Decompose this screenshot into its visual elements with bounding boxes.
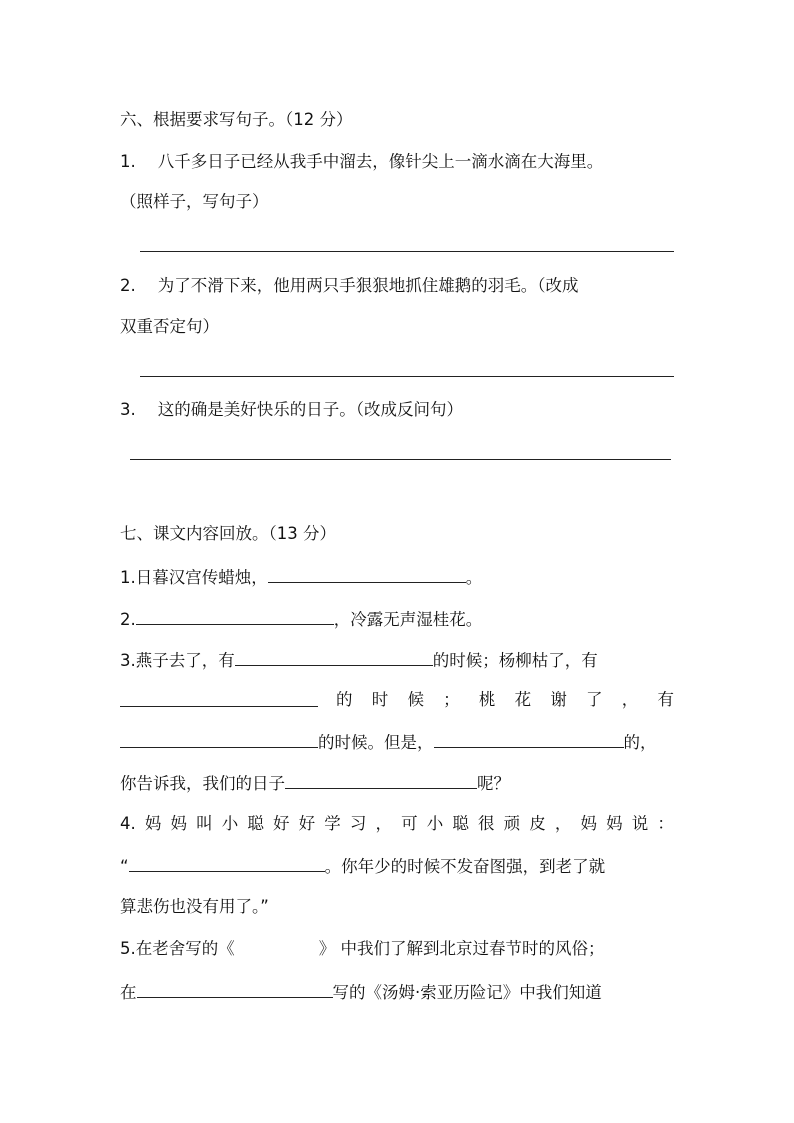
char: 好 bbox=[298, 814, 316, 833]
item-5-text-d: 写的《汤姆·索亚历险记》中我们知道 bbox=[332, 983, 602, 1002]
blank-3[interactable] bbox=[235, 647, 433, 666]
item-3-text-b: 的时候；杨柳枯了，有 bbox=[432, 651, 598, 670]
question-3 bbox=[120, 398, 463, 422]
char: 可 bbox=[401, 814, 418, 833]
item-3-text-a: 3.燕子去了，有 bbox=[120, 651, 235, 670]
answer-line-2[interactable] bbox=[140, 376, 674, 377]
char: 花 bbox=[514, 690, 532, 709]
blank-7[interactable] bbox=[285, 770, 477, 789]
item-5-text-b: 》 中我们了解到北京过春节时的风俗； bbox=[318, 939, 605, 958]
blank-5[interactable] bbox=[120, 729, 318, 748]
section-6-title: 六、根据要求写句子。（12 分） bbox=[120, 110, 353, 129]
item-1 bbox=[120, 564, 482, 590]
item-5-text-a: 5.在老舍写的《 bbox=[120, 939, 235, 958]
char: 叫 bbox=[196, 814, 213, 833]
question-1-number: 1. bbox=[120, 152, 136, 171]
char: 了 bbox=[586, 690, 603, 709]
item-4-line-2 bbox=[120, 853, 605, 879]
char: 皮 bbox=[529, 814, 546, 833]
char: 聪 bbox=[452, 814, 469, 833]
blank-6[interactable] bbox=[434, 729, 624, 748]
question-2 bbox=[120, 274, 579, 298]
item-3-line-1 bbox=[120, 647, 598, 673]
char: 妈 bbox=[580, 814, 597, 833]
item-3-text-d: 的， bbox=[623, 733, 657, 752]
char: ， bbox=[621, 690, 639, 709]
item-5-text-c: 在 bbox=[120, 983, 137, 1002]
item-3-text-f: 呢？ bbox=[477, 774, 510, 793]
answer-line-3[interactable] bbox=[130, 459, 671, 460]
item-3-line-2 bbox=[120, 688, 674, 712]
blank-2[interactable] bbox=[136, 606, 334, 625]
item-5-line-2 bbox=[120, 979, 602, 1005]
char: 4. bbox=[120, 814, 136, 833]
char: 学 bbox=[324, 814, 341, 833]
item-3-text-e: 你告诉我，我们的日子 bbox=[120, 774, 285, 793]
item-1-text: 1.日暮汉宫传蜡烛， bbox=[120, 568, 268, 587]
item-1-end: 。 bbox=[465, 568, 483, 587]
char: 谢 bbox=[550, 690, 567, 709]
char: 习 bbox=[349, 814, 367, 833]
char: 小 bbox=[426, 814, 444, 833]
item-3-line-4 bbox=[120, 770, 510, 796]
question-2-instruction: 双重否定句） bbox=[120, 317, 219, 336]
char: 好 bbox=[273, 814, 290, 833]
question-3-text: 这的确是美好快乐的日子。（改成反问句） bbox=[157, 400, 463, 419]
blank-8[interactable] bbox=[129, 853, 325, 872]
item-2-number: 2. bbox=[120, 610, 136, 629]
item-3-line-3 bbox=[120, 729, 657, 755]
item-2 bbox=[120, 606, 482, 632]
open-quote: “ bbox=[120, 857, 129, 876]
section-7-title: 七、课文内容回放。（13 分） bbox=[120, 524, 336, 543]
char: 聪 bbox=[247, 814, 264, 833]
blank-1[interactable] bbox=[268, 564, 466, 583]
blank-9[interactable] bbox=[137, 979, 333, 998]
char: 桃 bbox=[478, 690, 496, 709]
char: 顽 bbox=[503, 814, 521, 833]
char: 的 bbox=[336, 690, 353, 709]
char: 妈 bbox=[144, 814, 162, 833]
char: 很 bbox=[478, 814, 495, 833]
question-1-text: 八千多日子已经从我手中溜去，像针尖上一滴水滴在大海里。 bbox=[157, 152, 604, 171]
blank-4[interactable] bbox=[120, 688, 318, 707]
char: ， bbox=[375, 814, 392, 833]
char: 妈 bbox=[170, 814, 187, 833]
item-3-text-c: 的时候。但是， bbox=[318, 733, 434, 752]
item-4-text: 。你年少的时候不发奋图强，到老了就 bbox=[324, 857, 606, 876]
item-2-text: ，冷露无声湿桂花。 bbox=[333, 610, 483, 629]
item-4-line-3: 算悲伤也没有用了。” bbox=[120, 897, 269, 916]
question-1-instruction: （照样子，写句子） bbox=[120, 192, 269, 211]
question-3-number: 3. bbox=[120, 400, 136, 419]
char: 小 bbox=[221, 814, 239, 833]
char: ： bbox=[657, 814, 674, 833]
char: ； bbox=[443, 690, 460, 709]
item-4-line-1 bbox=[120, 812, 674, 836]
char: 有 bbox=[657, 690, 674, 709]
question-2-text: 为了不滑下来，他用两只手狠狠地抓住雄鹅的羽毛。（改成 bbox=[157, 276, 579, 295]
char: 时 bbox=[371, 690, 389, 709]
char: 候 bbox=[407, 690, 424, 709]
answer-line-1[interactable] bbox=[140, 251, 674, 252]
char: ， bbox=[554, 814, 572, 833]
item-5-line-1 bbox=[120, 937, 605, 961]
question-2-number: 2. bbox=[120, 276, 136, 295]
char: 妈 bbox=[606, 814, 623, 833]
question-1 bbox=[120, 150, 603, 174]
char: 说 bbox=[631, 814, 649, 833]
